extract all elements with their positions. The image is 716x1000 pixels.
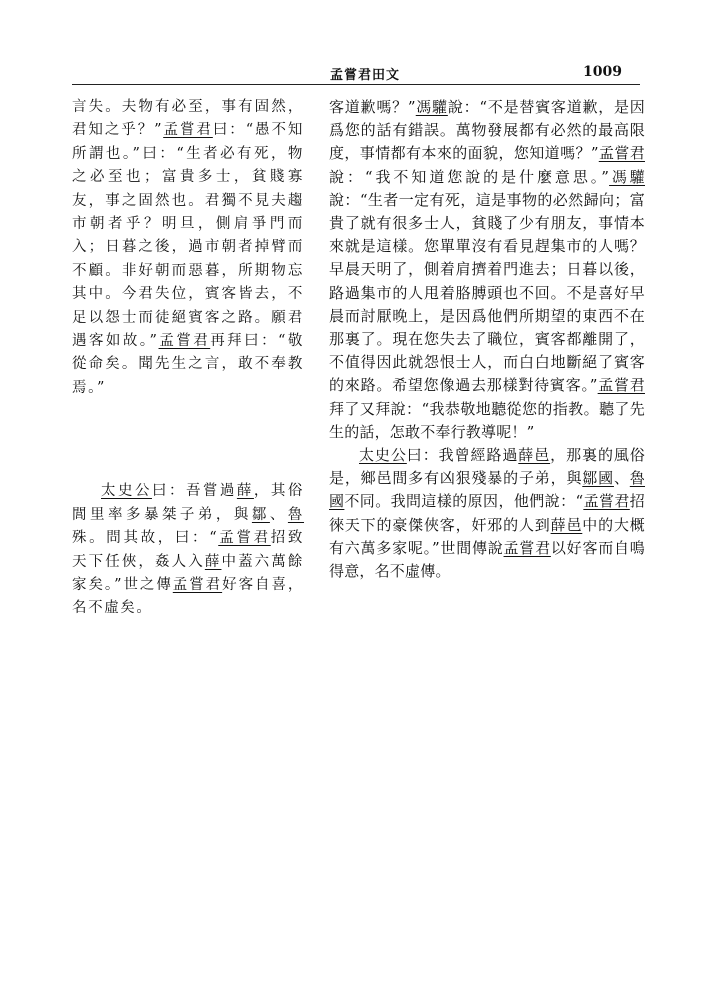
text-run: 說：“不是替賓客道歉，是因爲您的話有錯誤。萬物發展都有必然的最高限度，事情都有本來的面貌，您知道嗎？” [329, 98, 645, 163]
proper-name: 鄒國 [582, 469, 614, 488]
proper-name: 孟嘗君 [163, 122, 213, 139]
proper-name: 薛邑 [550, 515, 583, 534]
text-run: 殊。問其故，曰：“ [72, 530, 219, 547]
page-number: 1009 [583, 64, 622, 80]
text-run: 說：“我不知道您說的是什麼意思。” [329, 167, 610, 186]
text-run: 中蓋六萬餘家矣。”世之傳 [72, 553, 304, 593]
proper-name: 孟嘗君 [172, 576, 223, 593]
proper-name: 孟嘗君 [158, 333, 211, 350]
proper-name: 孟嘗君 [598, 144, 645, 163]
text-run: 招致天下任俠，姦人入 [72, 530, 305, 570]
text-run: ，那裏的風俗是，鄉邑間多有凶狠殘暴的子弟，與 [329, 446, 645, 488]
text-run: 曰：我曾經路過 [406, 446, 519, 465]
proper-name: 孟嘗君 [218, 530, 271, 547]
proper-name: 太史公 [101, 483, 152, 500]
text-run: 、 [613, 469, 630, 488]
proper-name: 孟嘗君 [583, 492, 630, 511]
page-header [72, 64, 640, 82]
proper-name: 魯 [287, 506, 305, 523]
proper-name: 薛 [236, 483, 254, 500]
proper-name: 鄒 [251, 506, 270, 523]
text-run: 客道歉嗎？” [329, 98, 416, 116]
text-run: 曰：吾嘗過 [151, 483, 237, 500]
text-run: 不同。我問這樣的原因，他們說：“ [344, 492, 584, 511]
translation-paragraph-1 [329, 96, 645, 444]
proper-name: 孟嘗君 [597, 376, 645, 395]
text-run: 好客自喜，名不虛矣。 [72, 576, 304, 617]
proper-name: 太史公 [359, 446, 407, 465]
text-run: 以好客而自鳴得意，名不虛傳。 [329, 538, 645, 581]
text-run: 再拜曰：“敬從命矣。聞先生之言，敢不奉教焉。” [72, 333, 304, 396]
proper-name: 馮驩 [609, 167, 645, 186]
original-paragraph-2 [72, 480, 304, 620]
running-title: 孟嘗君田文 [330, 68, 401, 83]
proper-name: 孟嘗君 [503, 538, 551, 557]
original-text-column [72, 96, 304, 621]
text-run: 、 [269, 506, 288, 523]
text-run: 言失。夫物有必至，事有固然，君知之乎？” [72, 99, 304, 139]
header-rule [72, 84, 640, 85]
text-run: 中的大概有六萬多家呢。”世間傳說 [329, 515, 645, 557]
proper-name: 薛 [204, 553, 222, 570]
text-run: 曰：“愚不知所謂也。”曰：“生者必有死，物之必至也；富貴多士，貧賤寡友，事之固然也。君獨不見夫趨市朝者乎？明旦，側肩爭門而入；日暮之後，過市朝者掉臂而不顧。非好朝而惡暮，所期物忘其中。今君失位，賓客皆去，不足以怨士而徒絕賓客之路。願君遇客如故。” [72, 122, 305, 350]
translation-paragraph-2 [329, 444, 645, 583]
text-run: 說：“生者一定有死，這是事物的必然歸向；富貴了就有很多士人，貧賤了少有朋友，事情本來就是這樣。您單單沒有看見趕集市的人嗎？早晨天明了，側着肩擠着門進去；日暮以後，路過集市的人甩着胳膊頭也不回。不是喜好早晨而討厭晚上，是因爲他們所期望的東西不在那裏了。現在您失去了職位，賓客都離開了，不值得因此就怨恨士人，而白白地斷絕了賓客的來路。希望您像過去那樣對待賓客。” [329, 190, 645, 395]
text-run: 招徠天下的豪傑俠客，奸邪的人到 [329, 492, 645, 534]
text-run: 拜了又拜說：“我恭敬地聽從您的指教。聽了先生的話，怎敢不奉行教導呢！” [329, 399, 645, 441]
original-paragraph-1 [72, 96, 304, 400]
translation-column [329, 96, 645, 583]
proper-name: 薛邑 [518, 446, 551, 465]
text-run: ，其俗閭里率多暴桀子弟，與 [72, 483, 304, 523]
proper-name: 魯國 [329, 469, 646, 511]
proper-name: 馮驩 [415, 98, 448, 116]
